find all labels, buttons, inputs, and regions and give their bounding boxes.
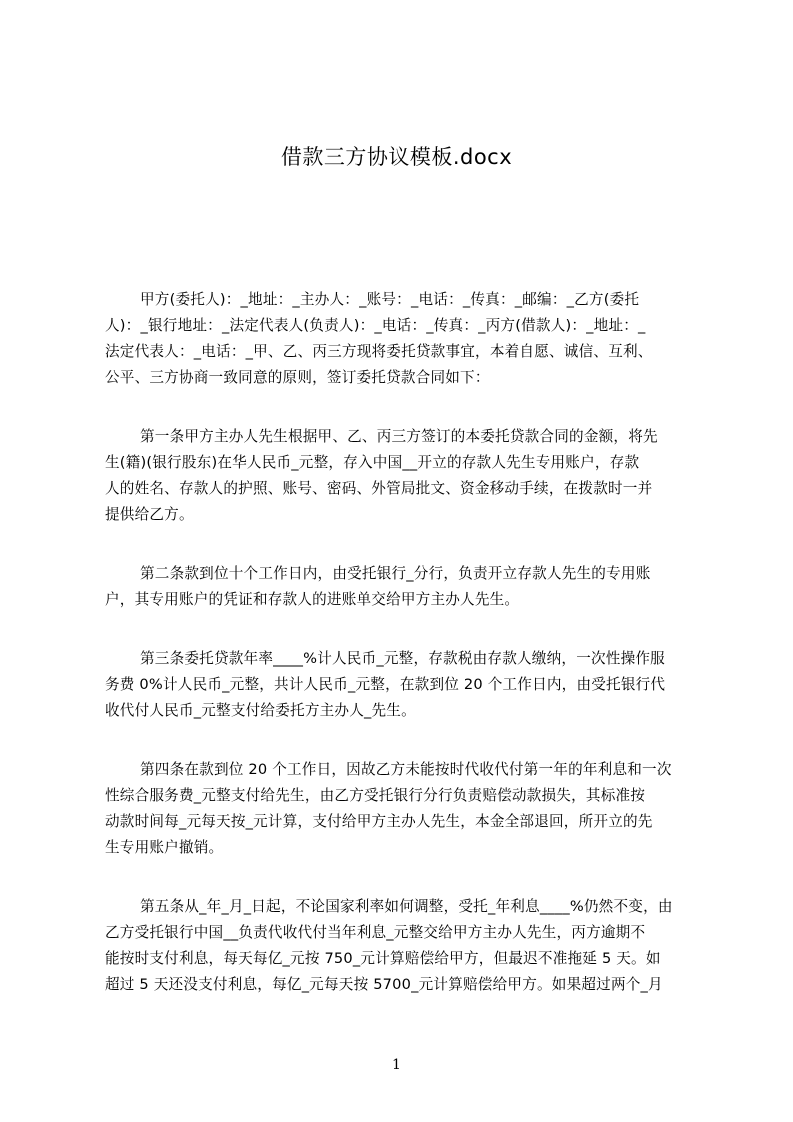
paragraph-line: 人)：_银行地址：_法定代表人(负责人)：_电话：_传真：_丙方(借款人)：_地址：_ [105,317,646,334]
paragraph-line: 公平、三方协商一致同意的原则，签订委托贷款合同如下： [105,369,490,386]
paragraph-article-3 [105,646,705,724]
paragraph-line: 第一条甲方主办人先生根据甲、乙、丙三方签订的本委托贷款合同的金额，将先 [140,428,658,445]
paragraph-line: 收代付人民币_元整支付给委托方主办人_先生。 [105,702,416,719]
paragraph-line: 甲方(委托人)：_地址：_主办人：_账号：_电话：_传真：_邮编：_乙方(委托 [140,291,640,308]
paragraph-line: 超过 5 天还没支付利息，每亿_元每天按 5700_元计算赔偿给甲方。如果超过两个_月 [105,976,663,993]
paragraph-line: 第五条从_年_月_日起，不论国家利率如何调整，受托_年利息____%仍然不变，由 [140,898,673,915]
paragraph-line: 乙方受托银行中国__负责代收代付当年利息_元整交给甲方主办人先生，丙方逾期不 [105,924,646,941]
paragraph-line: 人的姓名、存款人的护照、账号、密码、外管局批文、资金移动手续，在拨款时一并 [105,480,653,497]
paragraph-line: 第四条在款到位 20 个工作日，因故乙方未能按时代收代付第一年的年利息和一次 [140,761,672,778]
document-title: 借款三方协议模板.docx [280,145,513,169]
paragraph-line: 动款时间每_元每天按_元计算，支付给甲方主办人先生，本金全部退回，所开立的先 [105,813,653,830]
paragraph-article-1 [105,424,705,528]
document-body [105,287,705,1031]
paragraph-line: 性综合服务费_元整支付给先生，由乙方受托银行分行负责赔偿动款损失，其标准按 [105,787,646,804]
paragraph-line: 提供给乙方。 [105,506,194,523]
paragraph-line: 户，其专用账户的凭证和存款人的进账单交给甲方主办人先生。 [105,591,520,608]
paragraph-article-2 [105,561,705,613]
paragraph-line: 第三条委托贷款年率____%计人民币_元整，存款税由存款人缴纳，一次性操作服 [140,650,665,667]
paragraph-line: 生(籍)(银行股东)在华人民币_元整，存入中国__开立的存款人先生专用账户，存款 [105,454,640,471]
page-number: 1 [392,1057,401,1073]
paragraph-article-5 [105,894,705,998]
paragraph-line: 生专用账户撤销。 [105,839,224,856]
paragraph-line: 能按时支付利息，每天每亿_元按 750_元计算赔偿给甲方，但最迟不准拖延 5 天。如 [105,950,661,967]
paragraph-parties [105,287,705,391]
paragraph-line: 第二条款到位十个工作日内，由受托银行_分行，负责开立存款人先生的专用账 [140,565,651,582]
paragraph-article-4 [105,757,705,861]
paragraph-line: 法定代表人：_电话：_甲、乙、丙三方现将委托贷款事宜，本着自愿、诚信、互利、 [105,343,653,360]
paragraph-line: 务费 0%计人民币_元整，共计人民币_元整，在款到位 20 个工作日内，由受托银行代 [105,676,666,693]
